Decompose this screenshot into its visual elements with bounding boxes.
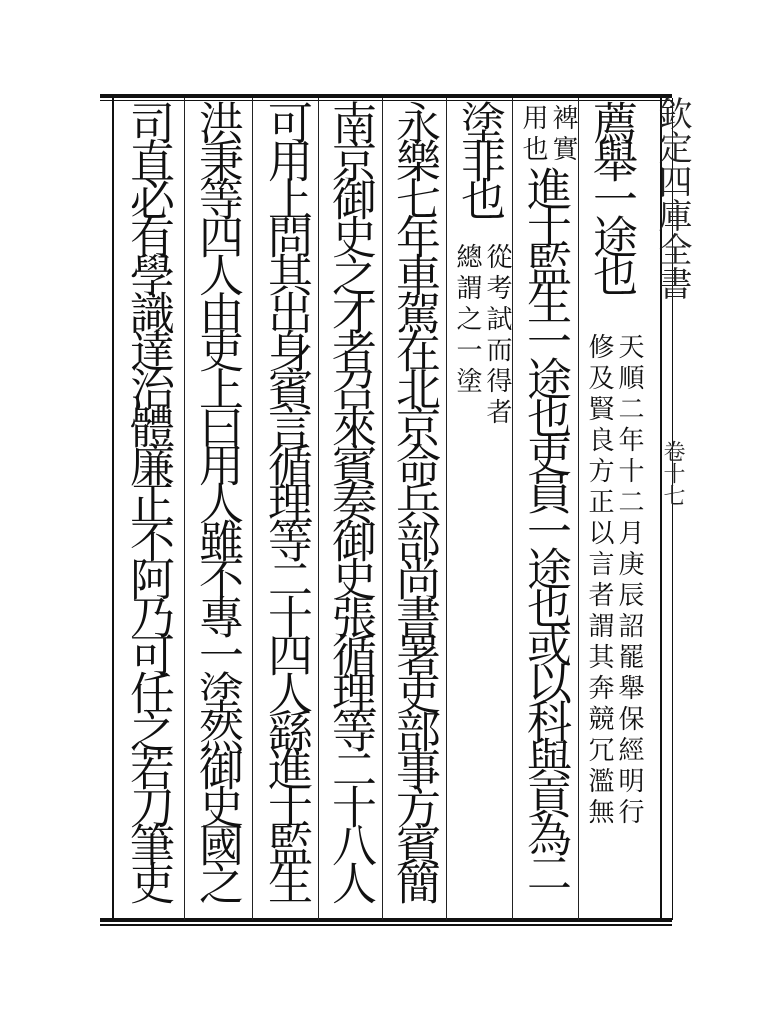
main-text-column: 進士監生一途也吏員一途也或以科與貢為二 — [519, 166, 572, 888]
column-divider — [184, 98, 185, 920]
column-divider — [252, 98, 253, 920]
column-divider — [382, 98, 383, 920]
frame-bottom-rule — [100, 918, 672, 922]
main-text-column: 可用上問其出身賓言循理等二十四人繇進士監生 — [260, 100, 313, 898]
annotation-line: 天順二年十二月庚辰詔罷舉保經明行 — [614, 333, 644, 829]
main-text-column: 塗非也 — [453, 100, 506, 214]
annotation-line: 從考試而得者 — [482, 243, 512, 429]
annotation-line: 用也 — [518, 104, 548, 166]
margin-chapter-label: 卷十七 — [660, 440, 685, 506]
main-text-column: 洪秉等四人由吏上曰用人雖不專一塗然御史國之 — [191, 100, 244, 898]
main-text-column: 永樂七年車駕在北京命兵部尚書署吏部事方賓簡 — [388, 100, 441, 898]
main-text-column: 司直必有學識達治體廉正不阿乃可任之若刀筆吏 — [122, 100, 175, 898]
column-divider — [318, 98, 319, 920]
column-divider — [512, 98, 513, 920]
annotation-line: 總謂之一塗 — [452, 243, 482, 398]
frame-top-rule — [100, 94, 672, 98]
frame-bottom-rule-inner — [100, 924, 672, 926]
frame-left-rule — [112, 98, 114, 920]
column-divider — [446, 98, 447, 920]
main-text-column: 薦舉一途也 — [585, 100, 638, 290]
main-text-column: 南京御史之才者召來賓奏御史張循理等二十八人 — [324, 100, 377, 898]
annotation-line: 修及賢良方正以言者謂其奔競冗濫無 — [584, 333, 614, 829]
annotation-line: 裨實 — [548, 104, 578, 166]
margin-book-title: 欽定四庫全書 — [652, 96, 692, 300]
column-divider — [578, 98, 579, 920]
